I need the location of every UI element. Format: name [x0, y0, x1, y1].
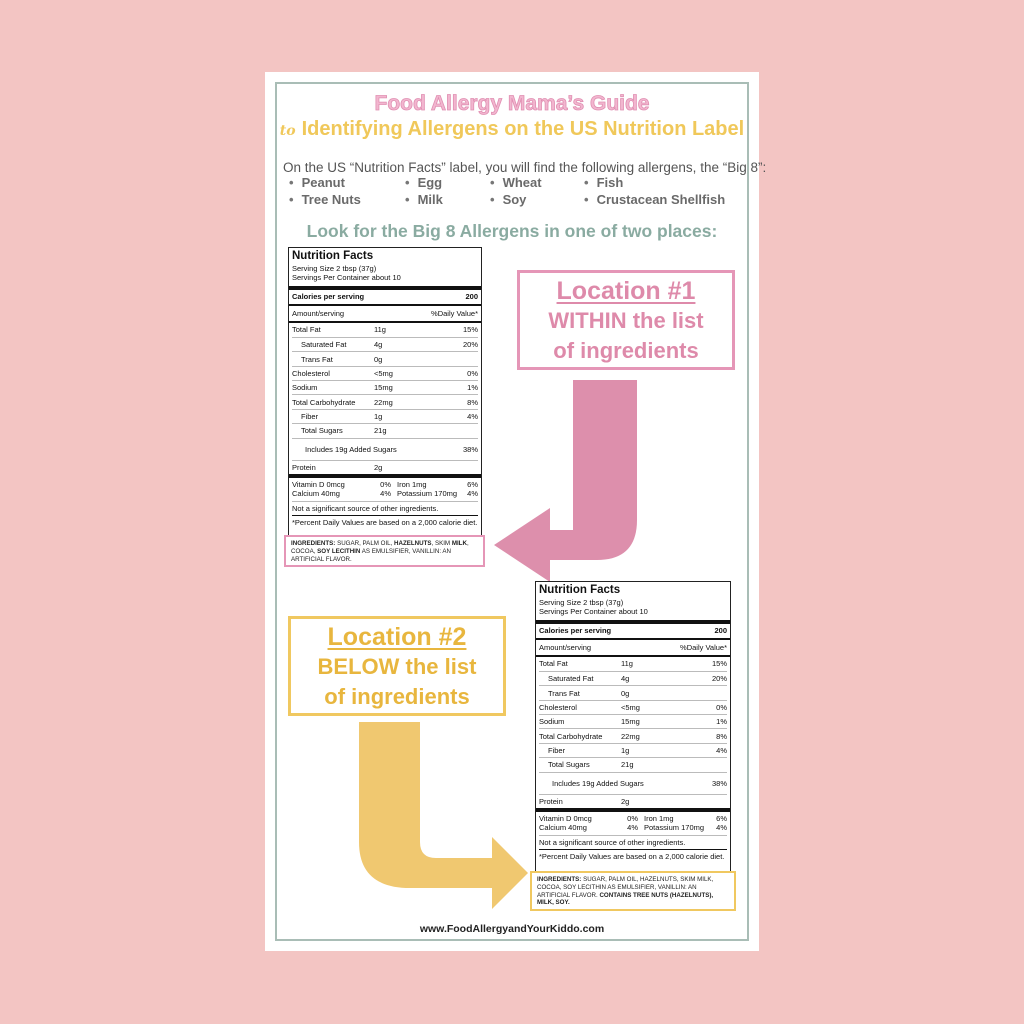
- allergen-item: • Milk: [405, 192, 443, 207]
- website-url: www.FoodAllergyandYourKiddo.com: [419, 923, 605, 935]
- location-1-callout: [517, 270, 735, 370]
- subtitle-text: Identifying Allergens on the US Nutrition Label: [301, 118, 745, 140]
- nf-row: Sodium 15mg 1%: [539, 714, 727, 728]
- look-for-heading: Look for the Big 8 Allergens in one of two places:: [306, 221, 718, 241]
- nf-vitamin-row: Vitamin D 0mcg 0% Iron 1mg 6%: [292, 480, 478, 490]
- location-1-heading: Location #1: [556, 277, 696, 305]
- allergen-item: • Crustacean Shellfish: [584, 192, 725, 207]
- allergen-item: • Egg: [405, 175, 442, 190]
- nf-row: Includes 19g Added Sugars 38%: [292, 438, 478, 460]
- nf-calories-value: 200: [714, 626, 727, 636]
- nf-row: Total Sugars 21g: [292, 423, 478, 437]
- nutrition-label-2: [535, 581, 731, 872]
- nf-calories-label: Calories per serving: [539, 626, 612, 636]
- nutrition-label-1: [288, 247, 482, 537]
- location-2-heading: Location #2: [327, 623, 467, 651]
- nf-row: Total Fat 11g 15%: [539, 659, 727, 669]
- allergen-item: • Soy: [490, 192, 526, 207]
- nf-dv-label: %Daily Value*: [431, 308, 478, 318]
- nf-footnote: *Percent Daily Values are based on a 2,000 calorie diet.: [292, 515, 478, 527]
- ingredients-1: INGREDIENTS: SUGAR, PALM OIL, HAZELNUTS, SKIM MILK, COCOA, SOY LECITHIN AS EMULSIFIER, VANILLIN: AN ARTIFICIAL FLAVOR.: [284, 535, 485, 567]
- nf-row: Total Fat 11g 15%: [292, 325, 478, 335]
- location-1-line1: WITHIN the list: [548, 308, 704, 333]
- location-1-line2: of ingredients: [553, 338, 699, 363]
- nf-calories-label: Calories per serving: [292, 292, 365, 302]
- allergen-item: • Fish: [584, 175, 623, 190]
- nf-row: Trans Fat 0g: [292, 351, 478, 365]
- guide-title: Food Allergy Mama’s Guide: [374, 92, 650, 115]
- location-2-line2: of ingredients: [324, 684, 470, 709]
- nf-dv-label: %Daily Value*: [680, 642, 727, 652]
- location-2-callout: [288, 616, 506, 716]
- nf-servings-per-container: Servings Per Container about 10: [292, 273, 401, 283]
- nf-row: Sodium 15mg 1%: [292, 380, 478, 394]
- nf-servings-per-container: Servings Per Container about 10: [539, 607, 648, 617]
- intro-text: On the US “Nutrition Facts” label, you will find the following allergens, the “Big 8”:: [283, 160, 767, 175]
- nf-row: Includes 19g Added Sugars 38%: [539, 772, 727, 794]
- nf-row: Saturated Fat 4g 20%: [292, 337, 478, 351]
- allergen-item: • Peanut: [289, 175, 345, 190]
- location-2-line1: BELOW the list: [317, 654, 477, 679]
- nf-row: Saturated Fat 4g 20%: [539, 671, 727, 685]
- nf-vitamin-row: Calcium 40mg 4% Potassium 170mg 4%: [539, 823, 727, 833]
- nf-row: Total Sugars 21g: [539, 757, 727, 771]
- yellow-arrow: [359, 722, 528, 909]
- allergen-item: • Tree Nuts: [289, 192, 361, 207]
- nf-title: Nutrition Facts: [292, 250, 374, 262]
- nf-row: Cholesterol <5mg 0%: [539, 700, 727, 714]
- allergen-item: • Wheat: [490, 175, 542, 190]
- nf-row: Cholesterol <5mg 0%: [292, 366, 478, 380]
- nf-note: Not a significant source of other ingredients.: [539, 835, 727, 849]
- nf-serving-size: Serving Size 2 tbsp (37g): [539, 598, 624, 607]
- nf-amount-label: Amount/serving: [539, 642, 592, 652]
- nf-amount-label: Amount/serving: [292, 308, 345, 318]
- nf-vitamin-row: Vitamin D 0mcg 0% Iron 1mg 6%: [539, 814, 727, 824]
- nf-serving-size: Serving Size 2 tbsp (37g): [292, 264, 377, 273]
- nf-footnote: *Percent Daily Values are based on a 2,000 calorie diet.: [539, 849, 727, 861]
- nf-row: Total Carbohydrate 22mg 8%: [292, 394, 478, 408]
- nf-title: Nutrition Facts: [539, 584, 621, 596]
- pink-arrow: [494, 380, 637, 582]
- nf-row: Total Carbohydrate 22mg 8%: [539, 728, 727, 742]
- nf-row: Trans Fat 0g: [539, 685, 727, 699]
- nf-row: Fiber 1g 4%: [539, 743, 727, 757]
- nf-calories-value: 200: [465, 292, 478, 302]
- subtitle-to: to: [279, 123, 296, 139]
- nf-row: Protein 2g: [292, 460, 478, 474]
- ingredients-2: INGREDIENTS: SUGAR, PALM OIL, HAZELNUTS, SKIM MILK, COCOA, SOY LECITHIN AS EMULSIFIER, VANILLIN: AN ARTIFICIAL FLAVOR. CONTAINS TREE NUTS (HAZELNUTS), MILK, SOY.: [530, 871, 736, 911]
- nf-row: Fiber 1g 4%: [292, 409, 478, 423]
- nf-row: Protein 2g: [539, 794, 727, 808]
- nf-note: Not a significant source of other ingredients.: [292, 501, 478, 515]
- nf-vitamin-row: Calcium 40mg 4% Potassium 170mg 4%: [292, 489, 478, 499]
